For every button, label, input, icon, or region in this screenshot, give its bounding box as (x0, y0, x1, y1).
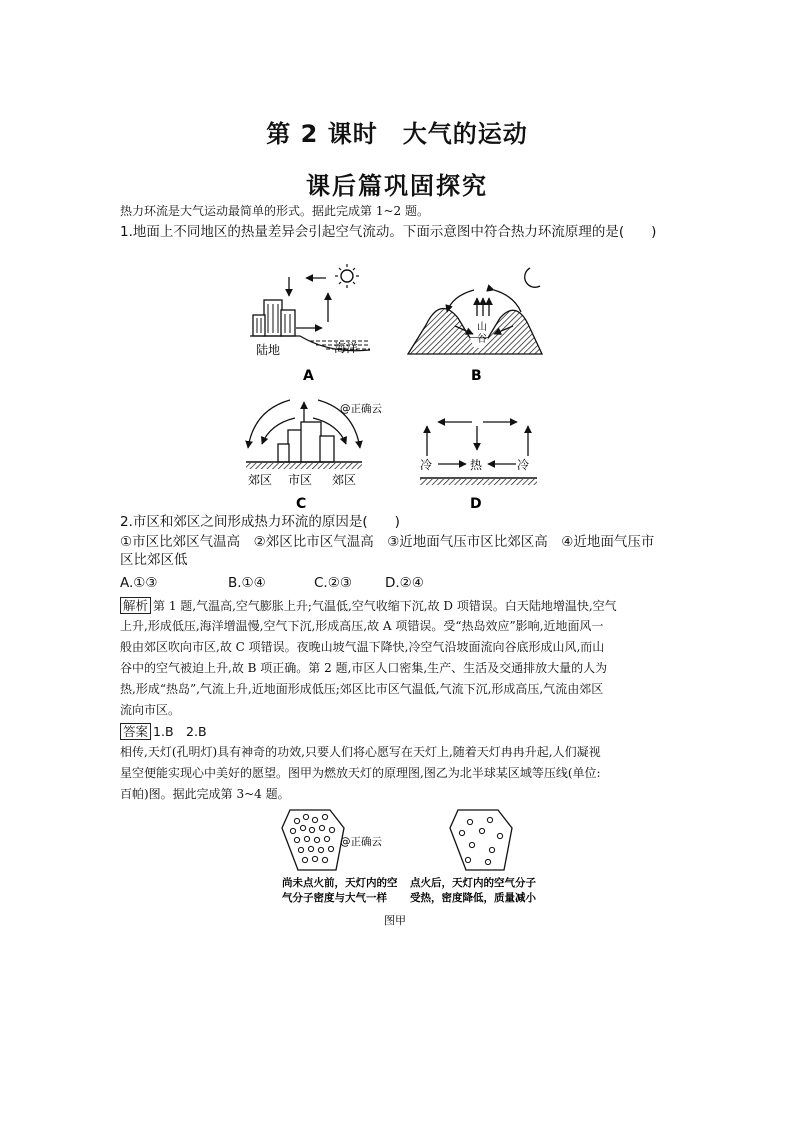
label-cold-left: 冷 (420, 458, 433, 472)
question-2-statements: ①市区比郊区气温高 ②郊区比市区气温高 ③近地面气压市区比郊区高 ④近地面气压市 (120, 534, 655, 550)
page-subtitle: 课后篇巩固探究 (306, 172, 488, 200)
label-suburb-left: 郊区 (248, 473, 273, 487)
intro-1-2: 热力环流是大气运动最简单的形式。据此完成第 1~2 题。 (120, 204, 429, 218)
lantern-left-caption-2: 气分子密度与大气一样 (282, 892, 387, 904)
lantern-left-caption-1: 尚未点火前，天灯内的空 (282, 877, 398, 889)
page-title: 第 2 课时 大气的运动 (266, 120, 528, 148)
question-1: 1.地面上不同地区的热量差异会引起空气流动。下面示意图中符合热力环流原理的是( ) (120, 224, 657, 240)
question-2: 2.市区和郊区之间形成热力环流的原因是( ) (120, 514, 400, 530)
analysis-line-4: 谷中的空气被迫上升,故 B 项正确。第 2 题,市区人口密集,生产、生活及交通排放大量的人为 (120, 661, 608, 675)
label-d: D (470, 496, 482, 512)
lantern-figure (0, 800, 794, 940)
analysis-line-3: 般由郊区吹向市区,故 C 项错误。夜晚山坡气温下降快,冷空气沿坡面流向谷底形成山风,而山 (120, 640, 605, 654)
moon-icon (525, 268, 540, 287)
option-d[interactable]: D.②④ (385, 575, 424, 591)
label-c: C (296, 496, 307, 512)
lantern-right-caption-1: 点火后，天灯内的空气分子 (410, 877, 536, 889)
answer-tag: 答案 (120, 723, 151, 740)
analysis-line-6: 流向市区。 (120, 703, 181, 717)
options-row (120, 575, 680, 592)
label-mountain: 山 (477, 322, 487, 333)
label-b: B (471, 368, 482, 384)
analysis-line-1: 解析 第 1 题,气温高,空气膨胀上升;气温低,空气收缩下沉,故 D 项错误。白天陆地增温快,空气 (120, 597, 680, 615)
answer-value: 1.B 2.B (153, 724, 207, 739)
intro-3-4-line-3: 百帕)图。据此完成第 3~4 题。 (120, 787, 290, 801)
figure-a (250, 264, 370, 384)
analysis-tag: 解析 (120, 597, 151, 614)
lantern-after (450, 810, 512, 870)
figure-d (420, 422, 537, 512)
watermark-lantern: @正确云 (340, 836, 382, 848)
label-valley: 谷 (477, 334, 487, 345)
city-buildings (253, 300, 295, 336)
question-2-statements-cont: 区比郊区低 (120, 552, 188, 568)
option-a[interactable]: A.①③ (120, 575, 158, 591)
figure-c (246, 400, 382, 512)
lantern-right-caption-2: 受热，密度降低，质量减小 (410, 892, 536, 904)
label-sea: 海洋 (334, 341, 359, 355)
label-cold-right: 冷 (517, 458, 530, 472)
option-c[interactable]: C.②③ (314, 575, 352, 591)
label-city: 市区 (288, 473, 313, 487)
analysis-line-5: 热,形成“热岛”,气流上升,近地面形成低压;郊区比市区气温低,气流下沉,形成高压,气流由郊区 (120, 682, 604, 696)
label-suburb-right: 郊区 (332, 473, 357, 487)
intro-3-4-line-2: 星空便能实现心中美好的愿望。图甲为燃放天灯的原理图,图乙为北半球某区域等压线(单位: (120, 766, 601, 780)
intro-3-4-line-1: 相传,天灯(孔明灯)具有神奇的功效,只要人们将心愿写在天灯上,随着天灯冉冉升起,人们凝视 (120, 745, 601, 759)
answer-line (120, 723, 680, 740)
sun-icon (335, 264, 359, 288)
figure-b (408, 268, 542, 384)
label-land: 陆地 (256, 343, 281, 357)
label-a: A (303, 368, 314, 384)
analysis-line-2: 上升,形成低压,海洋增温慢,空气下沉,形成高压,故 A 项错误。受“热岛效应”影响,近地面风一 (120, 619, 604, 633)
lantern-figure-caption: 图甲 (384, 914, 406, 927)
watermark-c: @正确云 (340, 403, 382, 415)
lantern-before (282, 810, 382, 870)
label-hot: 热 (470, 458, 483, 472)
option-b[interactable]: B.①④ (228, 575, 266, 591)
figure-panels (0, 0, 794, 520)
city-buildings (278, 422, 334, 462)
